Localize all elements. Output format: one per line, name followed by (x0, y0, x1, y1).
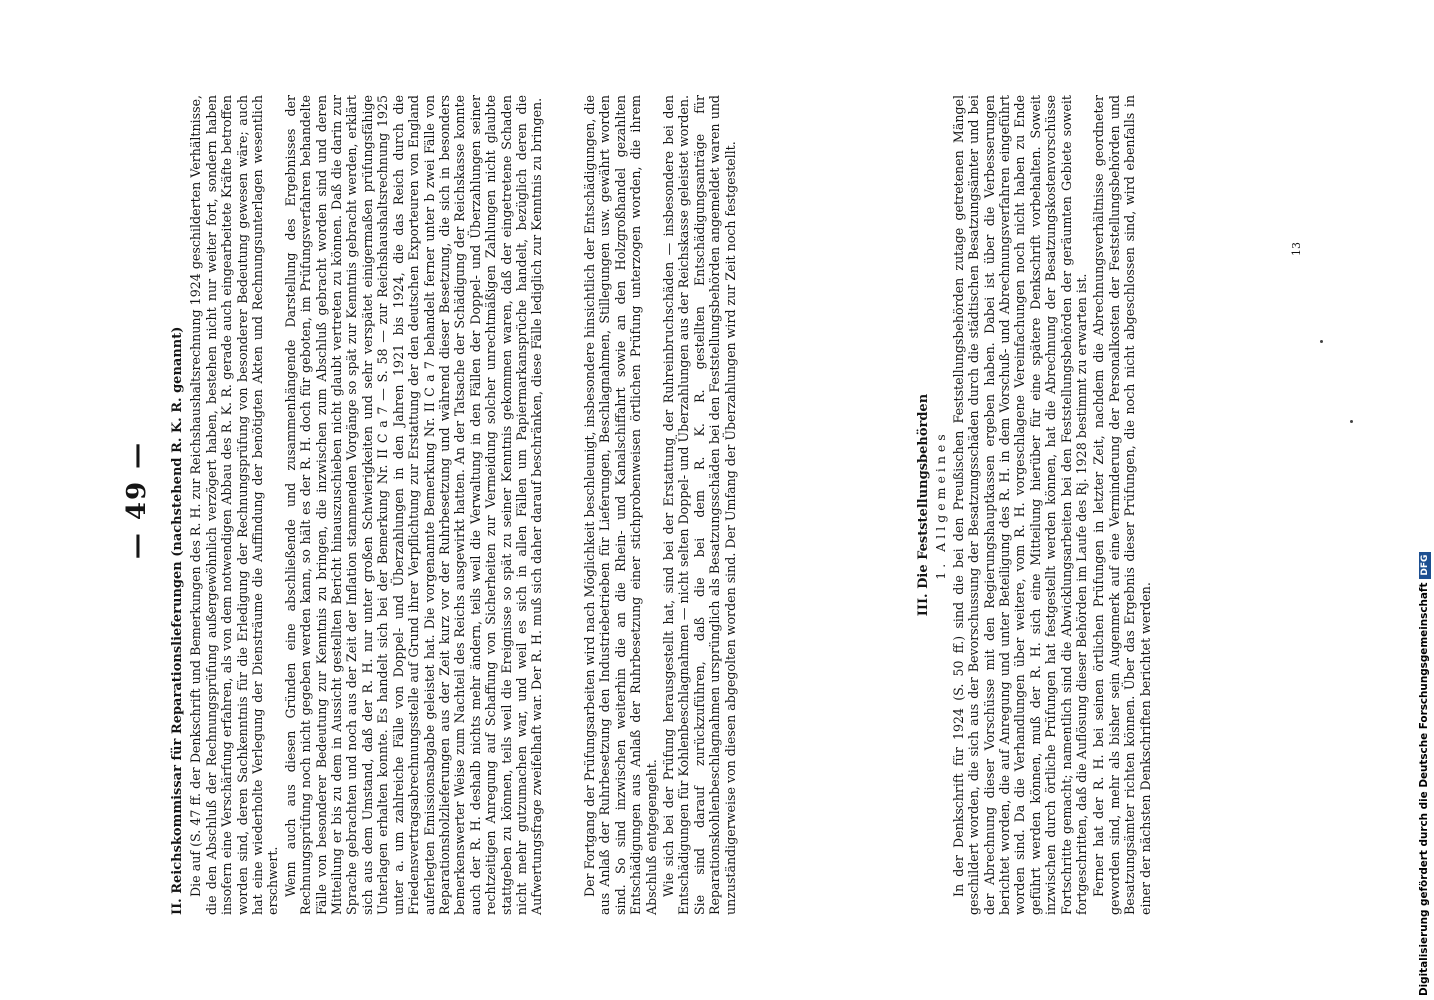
paragraph: Wenn auch aus diesen Gründen eine abschließende und zusammenhängende Darstellung des Ergebnisses der Rechnungsprüfung noch nicht gegeben werden kann, so hält es der R. H. doch für geboten, im Prüfungsverfahren behandelte Fälle von besonderer Bedeutung zur Kenntnis zu bringen, die inzwischen zum Abschluß gebracht worden sind und deren Mitteilung er bis zu dem in Aussicht gestellten Bericht hinauszuschieben nicht glaubt vertreten zu können. Daß die darin zur Sprache gebrachten und noch aus der Zeit der Inflation stammenden Vorgänge so spät zur Kenntnis gebracht werden, erklärt sich aus dem Umstand, daß der R. H. nur unter großen Schwierigkeiten und sehr verspätet einigermaßen prüfungsfähige Unterlagen erhalten konnte. Es handelt sich bei der Bemerkung Nr. II C a 7 — S. 58 — zur Reichshaushaltsrechnung 1925 unter a. um zahlreiche Fälle von Doppel- und Überzahlungen in den Jahren 1921 bis 1924, die das Reich durch die Friedensvertragsabrechnungsstelle auf Grund ihrer Verpflichtung zur Erstattung der den deutschen Exporteuren von England auferlegten Emissionsabgabe geleistet hat. Die vorgenannte Bemerkung Nr. II C a 7 behandelt ferner unter b zwei Fälle von Reparationsholzlieferungen aus der Zeit kurz vor der Ruhrbesetzung und während dieser Besetzung, die sich in besonders bemerkenswerter Weise zum Nachteil des Reichs ausgewirkt hatten. An der Tatsache der Schädigung der Reichskasse konnte auch der R. H. deshalb nichts mehr ändern, teils weil die Verwaltung in den Fällen der Doppel- und Überzahlungen seiner rechtzeitigen Anregung auf Schaffung von Sicherheiten zur Vermeidung solcher unrechtmäßigen Zahlungen nicht glaubte stattgeben zu können, teils weil die Ereignisse so spät zu seiner Kenntnis gekommen waren, daß der eingetretene Schaden nicht mehr gutzumachen war, und weil es sich in allen Fällen um Papiermarkansprüche handelt, bezüglich deren die Aufwertungsfrage zweifelhaft war. Der R. H. muß sich daher darauf beschränken, diese Fälle lediglich zur Kenntnis zu bringen. (282, 95, 545, 915)
scan-speck (1350, 420, 1353, 423)
digitization-notice (1416, 6, 1432, 996)
scan-speck (1320, 340, 1323, 343)
section-two-text (170, 95, 580, 915)
page-number: — 49 — (122, 440, 152, 560)
section-three-text (916, 95, 1296, 915)
paragraph: Ferner hat der R. H. bei seinen örtlichen Prüfungen in letzter Zeit, nachdem die Abrechnungsverhältnisse geordneter geworden sind, mehr als bisher sein Augenmerk auf eine Verminderung der Personalkosten der Feststellungsbehörden und Besatzungsämter richten können. Über das Ergebnis dieser Prüfungen, die noch nicht abgeschlossen sind, wird ebenfalls in einer der nächsten Denkschriften berichtet werden. (1091, 95, 1153, 915)
dfg-logo-badge: DFG (1419, 552, 1431, 579)
paragraph: In der Denkschrift für 1924 (S. 50 ff.) sind die bei den Preußischen Feststellungsbehörden zutage getretenen Mängel geschildert worden, die sich aus der Bevorschussung der Besatzungsschäden durch die städtischen Besatzungsämter und bei der Abrechnung dieser Vorschüsse mit den Regierungshauptkassen ergeben haben. Dabei ist über die Verbesserungen berichtet worden, die auf Anregung und unter Beteiligung des R. H. in dem Vorschuß- und Abrechnungsverfahren eingeführt worden sind. Da die Verhandlungen über weitere, vom R. H. vorgeschlagene Vereinfachungen noch nicht haben zu Ende geführt werden können, muß der R. H. sich eine Mitteilung hierüber für eine spätere Denkschrift vorbehalten. Soweit inzwischen durch örtliche Prüfungen hat festgestellt werden können, hat die Abrechnung der Besatzungskostenvorschüsse Fortschritte gemacht; namentlich sind die Abwicklungsarbeiten bei den Feststellungsbehörden der geräumten Gebiete soweit fortgeschritten, daß die Auflösung dieser Behörden im Laufe des Rj. 1928 bestimmt zu erwarten ist. (950, 95, 1090, 915)
paragraph: Die auf (S. 47 ff. der Denkschrift und Bemerkungen des R. H. zur Reichshaushaltsrechnung 1924 geschilderten Verhältnisse, die den Abschluß der Rechnungsprüfung außergewöhnlich verzögert haben, bestehen nicht nur weiter fort, sondern haben insofern eine Verschärfung erfahren, als von dem notwendigen Abbau des R. K. R. gerade auch eingearbeitete Kräfte betroffen worden sind, deren Sachkenntnis für die Erledigung der Rechnungsprüfung von besonderer Bedeutung gewesen wäre; auch hat eine wiederholte Verlegung der Diensträume die Auffindung der benötigten Akten und Rechnungsunterlagen wesentlich erschwert. (188, 95, 281, 915)
paragraph: Wie sich bei der Prüfung herausgestellt hat, sind bei der Erstattung der Ruhreinbruchschäden — insbesondere bei den Entschädigungen für Kohlenbeschlagnahmen — nicht selten Doppel- und Überzahlungen aus der Reichskasse geleistet worden. Sie sind darauf zurückzuführen, daß die bei dem R. K. R. gestellten Entschädigungsanträge für Reparationskohlenbeschlagnahmen ursprünglich als Besatzungsschäden bei den Feststellungsbehörden angemeldet waren und unzuständigerweise von diesen abgegolten worden sind. Der Umfang der Überzahlungen wird zur Zeit noch festgestellt. (661, 95, 738, 915)
paragraph: Der Fortgang der Prüfungsarbeiten wird nach Möglichkeit beschleunigt, insbesondere hinsichtlich der Entschädigungen, die aus Anlaß der Ruhrbesetzung den Industriebetrieben für Lieferungen, Beschlagnahmen, Stillegungen usw. gewährt worden sind. So sind inzwischen weiterhin die an die Rhein- und Kanalschiffahrt sowie an den Holzgroßhandel gezahlten Entschädigungen aus Anlaß der Ruhrbesetzung einer stichprobenweisen örtlichen Prüfung unterzogen worden, die ihrem Abschluß entgegengeht. (582, 95, 659, 915)
section-three-heading: III. Die Feststellungsbehörden (916, 393, 931, 617)
rotated-page-content (122, 85, 1310, 915)
section-two-continued (582, 95, 912, 915)
section-two-heading: II. Reichskommissar für Reparationslieferungen (nachstehend R. K. R. genannt) (170, 326, 185, 915)
footer-page-number: 13 (1290, 242, 1303, 256)
section-three-subheading: 1. Allgemeines (933, 430, 949, 580)
digitization-notice-text: Digitalisierung gefördert durch die Deutsche Forschungsgemeinschaft (1418, 582, 1430, 996)
